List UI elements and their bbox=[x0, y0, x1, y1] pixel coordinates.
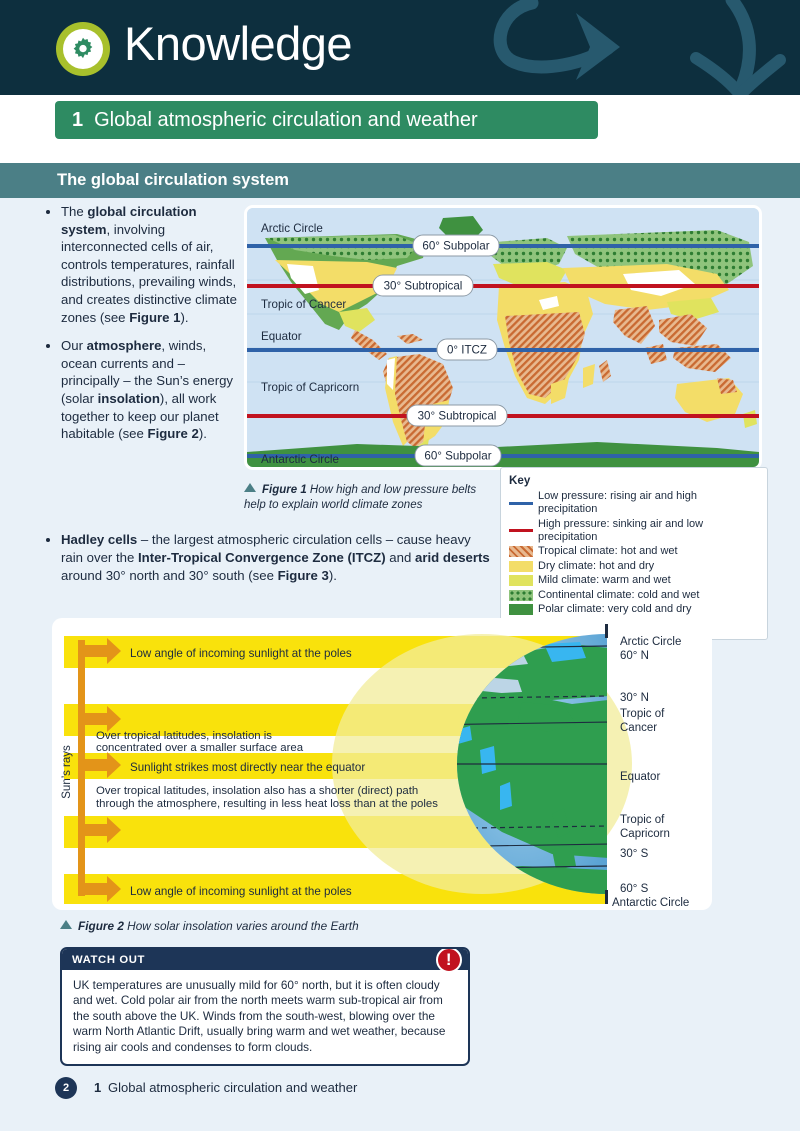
page-title: Knowledge bbox=[124, 17, 353, 70]
key-label: Low pressure: rising air and high precipitation bbox=[538, 490, 697, 515]
svg-text:60° Subpolar: 60° Subpolar bbox=[422, 239, 490, 253]
key-swatch-low-pressure bbox=[509, 502, 533, 505]
footer-chapter-number: 1 bbox=[94, 1080, 102, 1095]
figure2-note-1-line-2: concentrated over a smaller surface area bbox=[96, 742, 304, 754]
list-item: • Our atmosphere, winds, ocean currents and – principally – the Sun’s energy (solar insolation), all work together to keep our planet habitable (see Figure 2). bbox=[61, 337, 238, 443]
map-pill-30-subtropical-north bbox=[373, 275, 473, 296]
chapter-number: 1 bbox=[72, 108, 84, 131]
map-pill-0-itcz bbox=[437, 339, 497, 360]
map-label-antarctic-circle: Antarctic Circle bbox=[261, 453, 339, 466]
insolation-svg bbox=[52, 618, 712, 910]
page-footer bbox=[0, 1075, 800, 1115]
figure2-caption-text: How solar insolation varies around the Earth bbox=[123, 919, 359, 933]
key-item bbox=[509, 518, 759, 544]
svg-text:30° Subtropical: 30° Subtropical bbox=[383, 279, 463, 293]
key-title: Key bbox=[509, 474, 531, 487]
gear-icon bbox=[63, 29, 103, 69]
key-item bbox=[509, 574, 759, 587]
watch-out-body: UK temperatures are unusually mild for 60° north, but it is often cloudy and wet. Cold polar air from the north meets warm sub-tropical air from the south above the UK. Winds from the south-west, blowing over the warm North Atlantic Drift, usually bring warm and wet weather, because rising air cools and condenses to form clouds. bbox=[73, 978, 446, 1054]
key-item bbox=[509, 490, 759, 516]
figure2-label-tropic-of-cancer-1: Tropic of bbox=[620, 708, 665, 720]
map-label-tropic-of-cancer: Tropic of Cancer bbox=[261, 298, 347, 311]
figure2-note-2-line-2: through the atmosphere, resulting in less heat loss than at the poles bbox=[96, 798, 438, 810]
world-climate-map bbox=[247, 208, 759, 467]
map-label-equator: Equator bbox=[261, 330, 302, 343]
figure2-axis-label: Sun’s rays bbox=[61, 745, 73, 799]
figure2-label-60s: 60° S bbox=[620, 883, 649, 895]
figure2-label-60n: 60° N bbox=[620, 650, 649, 662]
figure2-label-antarctic-circle: Antarctic Circle bbox=[612, 897, 690, 909]
section-heading: The global circulation system bbox=[57, 171, 289, 189]
key-swatch-continental bbox=[509, 590, 533, 601]
key-swatch-polar bbox=[509, 604, 533, 615]
header-arrow-decoration bbox=[380, 0, 800, 95]
key-swatch-mild bbox=[509, 575, 533, 586]
map-key-box bbox=[500, 467, 768, 640]
page-header bbox=[0, 0, 800, 95]
section-band bbox=[0, 163, 800, 198]
map-pill-60-subpolar-north bbox=[413, 235, 499, 256]
suns-rays-arrows bbox=[61, 638, 121, 902]
bullet-column bbox=[42, 203, 238, 454]
key-label: High pressure: sinking air and low precipitation bbox=[538, 517, 704, 543]
watch-out-title: WATCH OUT bbox=[72, 954, 145, 966]
map-pill-60-subpolar-south bbox=[415, 445, 501, 466]
map-label-arctic-circle: Arctic Circle bbox=[261, 222, 323, 235]
figure1-caption-label: Figure 1 bbox=[262, 484, 307, 496]
svg-text:60° Subpolar: 60° Subpolar bbox=[424, 449, 492, 463]
key-swatch-tropical bbox=[509, 546, 533, 557]
figure2-band-label-top: Low angle of incoming sunlight at the poles bbox=[130, 647, 352, 660]
exclamation-icon: ! bbox=[436, 947, 462, 973]
key-label: Dry climate: hot and dry bbox=[538, 559, 655, 572]
figure2-label-30s: 30° S bbox=[620, 848, 649, 860]
footer-chapter-title: Global atmospheric circulation and weather bbox=[108, 1080, 358, 1095]
wide-bullet bbox=[42, 531, 490, 586]
figure2-label-30n: 30° N bbox=[620, 692, 649, 704]
map-label-tropic-of-capricorn: Tropic of Capricorn bbox=[261, 381, 360, 394]
figure1-world-map bbox=[244, 205, 762, 470]
figure2-insolation-diagram bbox=[52, 618, 712, 910]
figure2-label-tropic-of-capricorn-1: Tropic of bbox=[620, 814, 665, 826]
key-swatch-high-pressure bbox=[509, 529, 533, 532]
figure2-caption-label: Figure 2 bbox=[78, 919, 124, 933]
chapter-bar bbox=[55, 101, 598, 139]
key-label: Mild climate: warm and wet bbox=[538, 574, 671, 586]
key-item bbox=[509, 560, 759, 573]
key-label: Continental climate: cold and wet bbox=[538, 588, 700, 601]
figure2-band-label-bottom: Low angle of incoming sunlight at the poles bbox=[130, 885, 352, 898]
caption-triangle-icon bbox=[60, 920, 72, 929]
map-pill-30-subtropical-south bbox=[407, 405, 507, 426]
key-label: Polar climate: very cold and dry bbox=[538, 603, 692, 615]
page-number-badge: 2 bbox=[55, 1077, 77, 1099]
key-item bbox=[509, 545, 759, 558]
chapter-title: Global atmospheric circulation and weather bbox=[94, 108, 478, 131]
key-item bbox=[509, 589, 759, 602]
svg-text:30° Subtropical: 30° Subtropical bbox=[417, 409, 497, 423]
figure1-caption-text: How high and low pressure belts help to explain world climate zones bbox=[244, 484, 477, 511]
figure2-label-tropic-of-cancer-2: Cancer bbox=[620, 722, 658, 734]
caption-triangle-icon bbox=[244, 483, 256, 492]
figure1-caption bbox=[244, 483, 494, 512]
figure2-caption bbox=[60, 919, 480, 933]
figure2-note-1-line-1: Over tropical latitudes, insolation is bbox=[96, 730, 273, 742]
knowledge-logo bbox=[56, 22, 110, 76]
figure2-band-label-equator: Sunlight strikes most directly near the equator bbox=[130, 761, 366, 774]
key-swatch-dry bbox=[509, 561, 533, 572]
figure2-label-arctic-circle: Arctic Circle bbox=[620, 636, 682, 648]
figure2-label-equator: Equator bbox=[620, 771, 661, 783]
key-item bbox=[509, 603, 759, 616]
watch-out-box bbox=[60, 947, 470, 1066]
figure2-label-tropic-of-capricorn-2: Capricorn bbox=[620, 828, 670, 840]
svg-text:0° ITCZ: 0° ITCZ bbox=[446, 343, 488, 357]
figure2-note-2-line-1: Over tropical latitudes, insolation also has a shorter (direct) path bbox=[96, 785, 419, 797]
watch-out-header bbox=[62, 949, 468, 970]
key-label: Tropical climate: hot and wet bbox=[538, 545, 678, 557]
list-item: • The global circulation system, involving interconnected cells of air, controls temperatures, rainfall distributions, prevailing winds, and creates distinctive climate zones (see Figure 1). bbox=[61, 203, 238, 326]
list-item: • Hadley cells – the largest atmospheric circulation cells – cause heavy rain over the Inter-Tropical Convergence Zone (ITCZ) and arid deserts around 30° north and 30° south (see Figure 3). bbox=[61, 531, 490, 586]
